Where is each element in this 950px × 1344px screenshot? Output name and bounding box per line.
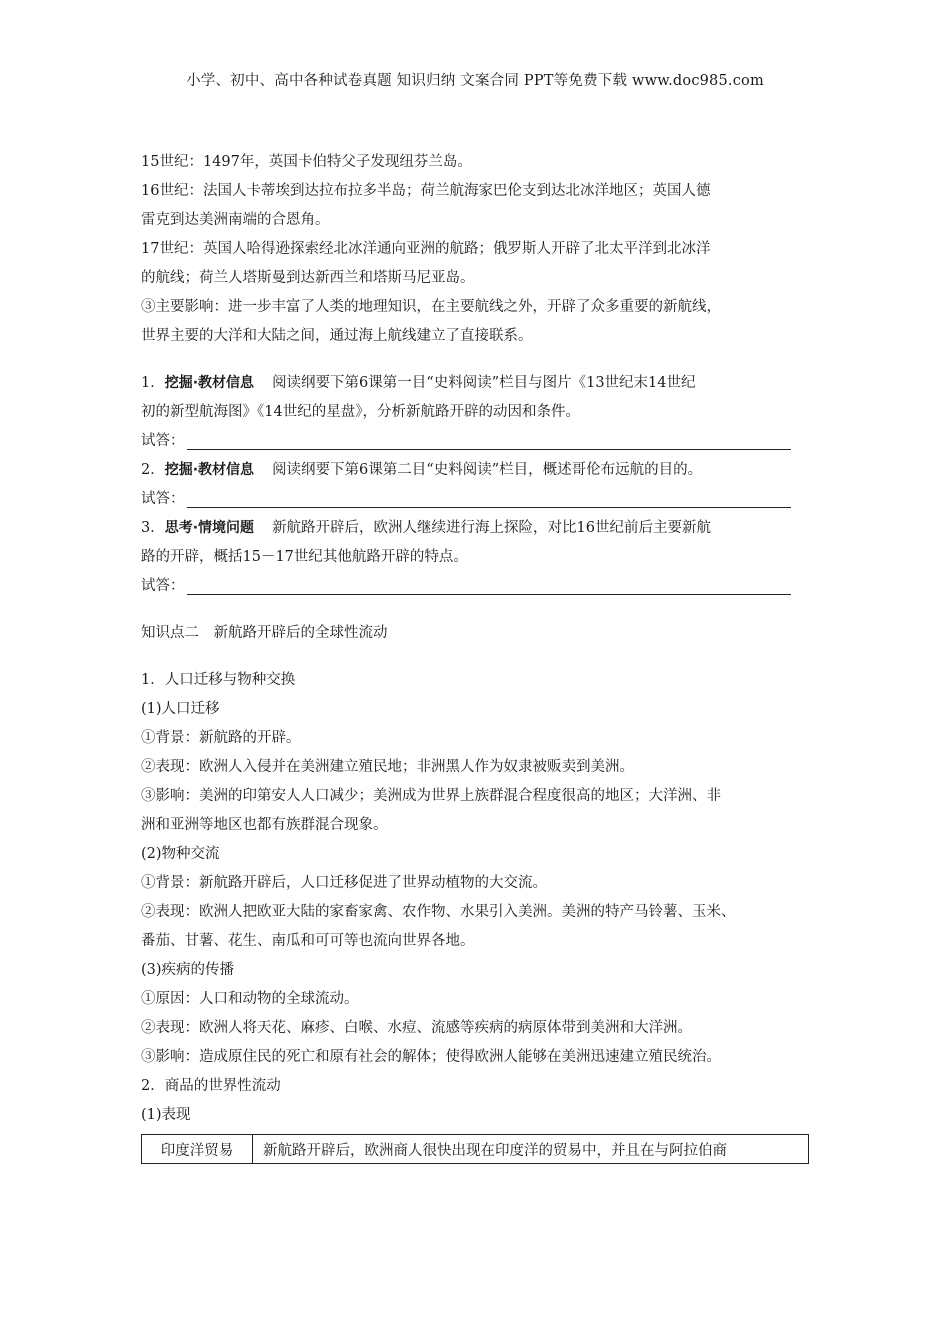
question-number: 2． — [141, 462, 165, 478]
text-line: ②表现：欧洲人入侵并在美洲建立殖民地；非洲黑人作为奴隶被贩卖到美洲。 — [141, 759, 634, 775]
answer-label: 试答： — [141, 491, 185, 507]
answer-field-1[interactable] — [141, 427, 811, 456]
document-body — [141, 148, 811, 1164]
trade-table — [141, 1134, 809, 1164]
text-line: (1)人口迁移 — [141, 701, 220, 717]
text-line: (1)表现 — [141, 1107, 191, 1123]
question-2 — [141, 456, 811, 485]
page-header: 小学、初中、高中各种试卷真题 知识归纳 文案合同 PPT等免费下载 www.doc985.com — [186, 73, 764, 89]
text-line: ①背景：新航路开辟后，人口迁移促进了世界动植物的大交流。 — [141, 875, 547, 891]
answer-rule — [187, 449, 791, 450]
answer-label: 试答： — [141, 578, 185, 594]
text-line: 世界主要的大洋和大陆之间，通过海上航线建立了直接联系。 — [141, 328, 533, 344]
question-number: 3． — [141, 520, 165, 536]
text-line: 16世纪：法国人卡蒂埃到达拉布拉多半岛；荷兰航海家巴伦支到达北冰洋地区；英国人德 — [141, 183, 711, 199]
question-text: 阅读纲要下第6课第二目“史料阅读”栏目，概述哥伦布远航的目的。 — [272, 462, 703, 478]
text-line: ②表现：欧洲人将天花、麻疹、白喉、水痘、流感等疾病的病原体带到美洲和大洋洲。 — [141, 1020, 692, 1036]
text-line: 番茄、甘薯、花生、南瓜和可可等也流向世界各地。 — [141, 933, 475, 949]
table-row — [142, 1135, 809, 1164]
question-text-cont: 路的开辟，概括15－17世纪其他航路开辟的特点。 — [141, 549, 468, 565]
text-line: ③影响：美洲的印第安人人口减少；美洲成为世界上族群混合程度很高的地区；大洋洲、非 — [141, 788, 721, 804]
text-line: 1．人口迁移与物种交换 — [141, 672, 296, 688]
question-3 — [141, 514, 811, 543]
text-line: (2)物种交流 — [141, 846, 220, 862]
question-text: 阅读纲要下第6课第一目“史料阅读”栏目与图片《13世纪末14世纪 — [272, 375, 696, 391]
section-title: 知识点二 新航路开辟后的全球性流动 — [141, 625, 388, 641]
question-1 — [141, 369, 811, 398]
answer-field-3[interactable] — [141, 572, 811, 601]
text-line: ③影响：造成原住民的死亡和原有社会的解体；使得欧洲人能够在美洲迅速建立殖民统治。 — [141, 1049, 721, 1065]
table-cell: 新航路开辟后，欧洲商人很快出现在印度洋的贸易中，并且在与阿拉伯商 — [253, 1135, 809, 1164]
question-tag: 挖掘·教材信息 — [164, 375, 255, 391]
question-text-cont: 初的新型航海图》《14世纪的星盘》，分析新航路开辟的动因和条件。 — [141, 404, 580, 420]
text-line: ②表现：欧洲人把欧亚大陆的家畜家禽、农作物、水果引入美洲。美洲的特产马铃薯、玉米、 — [141, 904, 736, 920]
question-tag: 思考·情境问题 — [164, 520, 255, 536]
text-line: (3)疾病的传播 — [141, 962, 235, 978]
text-line: 17世纪：英国人哈得逊探索经北冰洋通向亚洲的航路；俄罗斯人开辟了北太平洋到北冰洋 — [141, 241, 711, 257]
text-line: 2．商品的世界性流动 — [141, 1078, 281, 1094]
answer-rule — [187, 594, 791, 595]
text-line: 洲和亚洲等地区也都有族群混合现象。 — [141, 817, 388, 833]
text-line: ③主要影响：进一步丰富了人类的地理知识，在主要航线之外，开辟了众多重要的新航线， — [141, 299, 721, 315]
text-line: ①背景：新航路的开辟。 — [141, 730, 301, 746]
text-line: ①原因：人口和动物的全球流动。 — [141, 991, 359, 1007]
answer-field-2[interactable] — [141, 485, 811, 514]
question-number: 1． — [141, 375, 165, 391]
question-text: 新航路开辟后，欧洲人继续进行海上探险，对比16世纪前后主要新航 — [272, 520, 712, 536]
text-line: 的航线；荷兰人塔斯曼到达新西兰和塔斯马尼亚岛。 — [141, 270, 475, 286]
answer-rule — [187, 507, 791, 508]
table-row-head: 印度洋贸易 — [142, 1135, 253, 1164]
text-line: 雷克到达美洲南端的合恩角。 — [141, 212, 330, 228]
text-line: 15世纪：1497年，英国卡伯特父子发现纽芬兰岛。 — [141, 154, 472, 170]
question-tag: 挖掘·教材信息 — [164, 462, 255, 478]
answer-label: 试答： — [141, 433, 185, 449]
